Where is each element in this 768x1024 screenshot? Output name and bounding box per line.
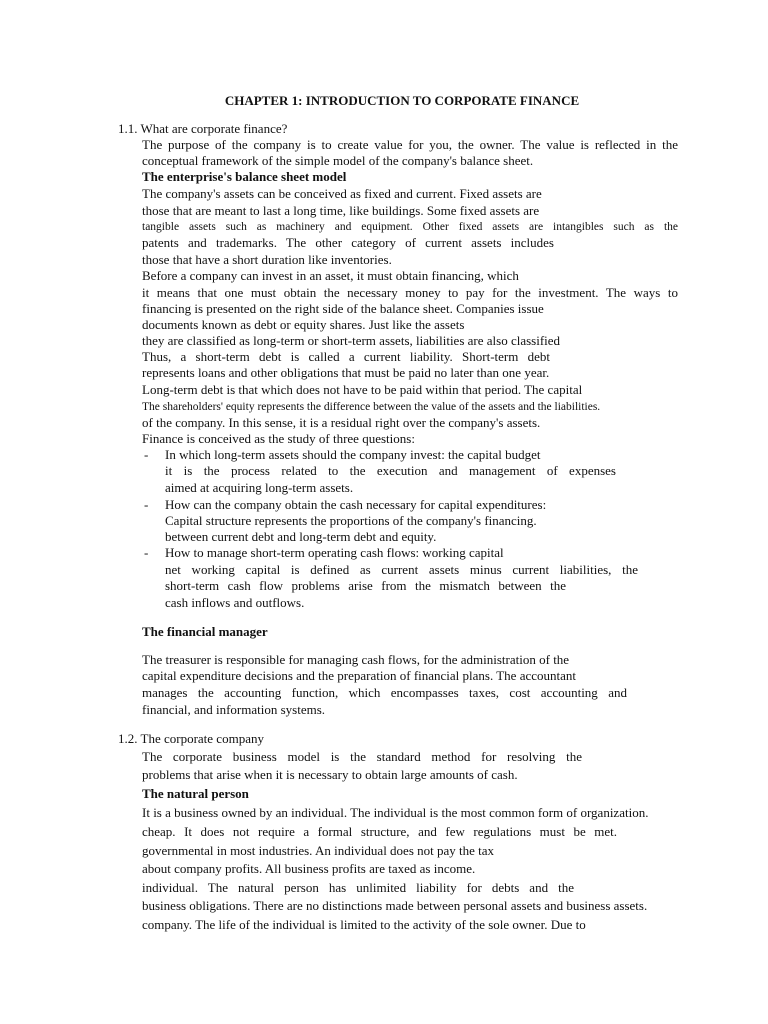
paragraph-line: about company profits. All business profits are taxed as income. xyxy=(142,861,476,876)
paragraph-line: company. The life of the individual is limited to the activity of the sole owner. Due to xyxy=(142,917,586,932)
paragraph-line: those that have a short duration like inventories. xyxy=(142,252,392,267)
list-item-line: How can the company obtain the cash necessary for capital expenditures: xyxy=(165,497,547,512)
paragraph-line: Long-term debt is that which does not have to be paid within that period. The capital xyxy=(142,382,583,397)
paragraph-line: they are classified as long-term or short-term assets, liabilities are also classified xyxy=(142,333,561,348)
list-item-line: Capital structure represents the proportions of the company's financing. xyxy=(165,513,537,528)
paragraph-line: conceptual framework of the simple model of the company's balance sheet. xyxy=(142,153,534,168)
paragraph-line: The purpose of the company is to create value for you, the owner. The value is reflected in the xyxy=(142,137,678,152)
paragraph-line: business obligations. There are no distinctions made between personal assets and business assets. xyxy=(142,898,648,913)
paragraph-line: The corporate business model is the standard method for resolving the xyxy=(142,749,582,764)
list-item-line: between current debt and long-term debt and equity. xyxy=(165,529,437,544)
paragraph-line: governmental in most industries. An individual does not pay the tax xyxy=(142,843,495,858)
list-bullet: - xyxy=(144,545,149,560)
paragraph-line: tangible assets such as machinery and equipment. Other fixed assets are intangibles such as the xyxy=(142,221,678,233)
list-item-line: cash inflows and outflows. xyxy=(165,595,305,610)
paragraph-line: represents loans and other obligations that must be paid no later than one year. xyxy=(142,365,550,380)
paragraph-line: those that are meant to last a long time, like buildings. Some fixed assets are xyxy=(142,203,540,218)
list-bullet: - xyxy=(144,447,149,462)
list-item-line: aimed at acquiring long-term assets. xyxy=(165,480,354,495)
subheading-financial-manager: The financial manager xyxy=(142,624,268,639)
list-item-line: it is the process related to the execution and management of expenses xyxy=(165,463,616,478)
paragraph-line: It is a business owned by an individual. The individual is the most common form of organization. xyxy=(142,805,649,820)
list-item-line: net working capital is defined as current assets minus current liabilities, the xyxy=(165,562,638,577)
paragraph-line: The shareholders' equity represents the difference between the value of the assets and the liabilities. xyxy=(142,401,601,413)
paragraph-line: documents known as debt or equity shares. Just like the assets xyxy=(142,317,465,332)
section-heading-1-2: 1.2. The corporate company xyxy=(118,731,264,746)
paragraph-line: The treasurer is responsible for managing cash flows, for the administration of the xyxy=(142,652,570,667)
paragraph-line: patents and trademarks. The other category of current assets includes xyxy=(142,235,554,250)
list-item-line: short-term cash flow problems arise from the mismatch between the xyxy=(165,578,566,593)
paragraph-line: Thus, a short-term debt is called a current liability. Short-term debt xyxy=(142,349,550,364)
paragraph-line: Finance is conceived as the study of three questions: xyxy=(142,431,415,446)
paragraph-line: Before a company can invest in an asset, it must obtain financing, which xyxy=(142,268,519,283)
paragraph-line: problems that arise when it is necessary to obtain large amounts of cash. xyxy=(142,767,518,782)
subheading-natural-person: The natural person xyxy=(142,786,249,801)
list-item-line: How to manage short-term operating cash flows: working capital xyxy=(165,545,504,560)
paragraph-line: The company's assets can be conceived as fixed and current. Fixed assets are xyxy=(142,186,542,201)
paragraph-line: individual. The natural person has unlimited liability for debts and the xyxy=(142,880,574,895)
paragraph-line: capital expenditure decisions and the preparation of financial plans. The accountant xyxy=(142,668,577,683)
chapter-title: CHAPTER 1: INTRODUCTION TO CORPORATE FINANCE xyxy=(224,93,580,108)
section-heading-1-1: 1.1. What are corporate finance? xyxy=(118,121,288,136)
paragraph-line: financing is presented on the right side of the balance sheet. Companies issue xyxy=(142,301,544,316)
paragraph-line: of the company. In this sense, it is a residual right over the company's assets. xyxy=(142,415,541,430)
paragraph-line: it means that one must obtain the necessary money to pay for the investment. The ways to xyxy=(142,285,678,300)
paragraph-line: cheap. It does not require a formal structure, and few regulations must be met. xyxy=(142,824,617,839)
list-item-line: In which long-term assets should the company invest: the capital budget xyxy=(165,447,541,462)
paragraph-line: manages the accounting function, which encompasses taxes, cost accounting and xyxy=(142,685,627,700)
list-bullet: - xyxy=(144,497,149,512)
subheading-balance-sheet-model: The enterprise's balance sheet model xyxy=(142,169,347,184)
paragraph-line: financial, and information systems. xyxy=(142,702,326,717)
